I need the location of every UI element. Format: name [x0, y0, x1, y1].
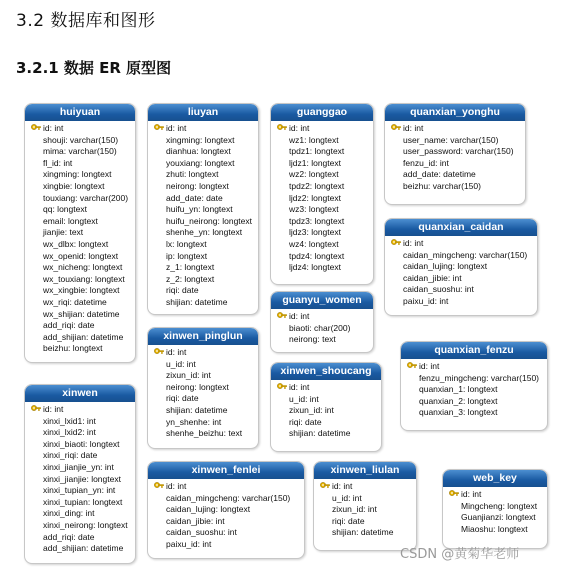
entity-field: xinxi_jianjie_yn: int [43, 461, 114, 472]
entity-field: wx_nicheng: longtext [43, 262, 123, 273]
entity-field: ljdz3: longtext [289, 227, 341, 238]
key-icon [391, 124, 401, 133]
entity-field: Guanjianzi: longtext [461, 512, 536, 523]
key-icon [277, 312, 287, 321]
primary-key-field: id: int [154, 123, 252, 135]
entity-field: xingming: longtext [166, 134, 235, 145]
entity-field: dianhua: longtext [166, 146, 231, 157]
entity-field: u_id: int [166, 358, 196, 369]
entity-field: xinxi_lxid1: int [43, 415, 96, 426]
key-icon [154, 482, 164, 491]
subsection-heading: 3.2.1 数据 ER 原型图 [16, 59, 172, 77]
entity-field: u_id: int [289, 393, 319, 404]
entity-field: shijian: datetime [166, 296, 228, 307]
entity-field: tpdz1: longtext [289, 146, 345, 157]
key-icon [320, 482, 330, 491]
entity-title: liuyan [148, 104, 258, 121]
entity-xinwen-fenlei [147, 461, 305, 559]
entity-field: fenzu_id: int [403, 157, 449, 168]
entity-title: huiyuan [25, 104, 135, 121]
entity-field: riqi: date [289, 416, 322, 427]
entity-field: wz2: longtext [289, 169, 339, 180]
key-icon [449, 490, 459, 499]
entity-field: neirong: longtext [166, 381, 229, 392]
entity-title: quanxian_caidan [385, 219, 537, 236]
entity-field: add_riqi: date [43, 531, 95, 542]
entity-field: fl_id: int [43, 157, 73, 168]
entity-field: add_shijian: datetime [43, 331, 124, 342]
entity-field: xinxi_lxid2: int [43, 427, 96, 438]
entity-huiyuan [24, 103, 136, 363]
entity-field: beizhu: varchar(150) [403, 180, 481, 191]
entity-field: quanxian_2: longtext [419, 395, 498, 406]
entity-field: Mingcheng: longtext [461, 500, 538, 511]
entity-quanxian-yonghu [384, 103, 526, 205]
entity-xinwen-liulan [313, 461, 417, 551]
entity-field: touxiang: varchar(200) [43, 192, 129, 203]
entity-field: user_name: varchar(150) [403, 134, 499, 145]
entity-field: ljdz1: longtext [289, 157, 341, 168]
entity-field: xinxi_ding: int [43, 508, 95, 519]
entity-field: shouji: varchar(150) [43, 134, 119, 145]
entity-field: mima: varchar(150) [43, 146, 117, 157]
primary-key-field: id: int [31, 123, 129, 135]
entity-field: ljdz4: longtext [289, 262, 341, 273]
entity-title: xinwen_pinglun [148, 328, 258, 345]
entity-field: yn_shenhe: int [166, 416, 222, 427]
primary-key-field: id: int [449, 489, 541, 501]
entity-field: u_id: int [332, 492, 362, 503]
entity-field: wx_riqi: datetime [43, 296, 107, 307]
entity-field: xinxi_tupian: longtext [43, 496, 123, 507]
entity-field: shijian: datetime [332, 527, 394, 538]
entity-field: xingbie: longtext [43, 180, 105, 191]
entity-field: quanxian_3: longtext [419, 407, 498, 418]
primary-key-field: id: int [391, 123, 519, 135]
key-icon [154, 348, 164, 357]
entity-title: web_key [443, 470, 547, 487]
entity-field: lx: longtext [166, 238, 207, 249]
entity-field: qq: longtext [43, 204, 87, 215]
entity-field: zixun_id: int [166, 370, 211, 381]
entity-web-key [442, 469, 548, 549]
entity-field: user_password: varchar(150) [403, 146, 514, 157]
entity-field: z_1: longtext [166, 262, 215, 273]
entity-field: caidan_suoshu: int [403, 284, 474, 295]
primary-key-field: id: int [277, 123, 367, 135]
entity-liuyan [147, 103, 259, 315]
entity-field: add_shijian: datetime [43, 543, 124, 554]
entity-field: shijian: datetime [166, 404, 228, 415]
entity-field: youxiang: longtext [166, 157, 235, 168]
entity-title: xinwen_liulan [314, 462, 416, 479]
entity-field: xinxi_riqi: date [43, 450, 98, 461]
entity-field: tpdz2: longtext [289, 180, 345, 191]
entity-field: fenzu_mingcheng: varchar(150) [419, 372, 540, 383]
entity-field: tpdz3: longtext [289, 215, 345, 226]
section-heading: 3.2 数据库和图形 [16, 11, 156, 31]
entity-field: tpdz4: longtext [289, 250, 345, 261]
entity-field: ip: longtext [166, 250, 208, 261]
watermark: CSDN @黄菊华老师 [400, 547, 520, 562]
entity-field: email: longtext [43, 215, 98, 226]
entity-quanxian-caidan [384, 218, 538, 316]
entity-field: wz3: longtext [289, 204, 339, 215]
primary-key-field: id: int [277, 311, 367, 323]
entity-field: wz1: longtext [289, 134, 339, 145]
primary-key-field: id: int [320, 481, 410, 493]
entity-field: wx_dlbx: longtext [43, 238, 109, 249]
entity-field: riqi: date [166, 285, 199, 296]
entity-field: add_riqi: date [43, 320, 95, 331]
entity-field: beizhu: longtext [43, 343, 103, 354]
primary-key-field: id: int [154, 481, 298, 493]
entity-title: xinwen_fenlei [148, 462, 304, 479]
entity-field: riqi: date [332, 515, 365, 526]
entity-field: caidan_mingcheng: varchar(150) [403, 249, 528, 260]
entity-field: caidan_jibie: int [166, 515, 225, 526]
key-icon [154, 124, 164, 133]
entity-field: neirong: longtext [166, 180, 229, 191]
entity-field: riqi: date [166, 393, 199, 404]
entity-field: quanxian_1: longtext [419, 384, 498, 395]
entity-field: huifu_yn: longtext [166, 204, 233, 215]
entity-title: xinwen_shoucang [271, 363, 381, 380]
entity-xinwen-shoucang [270, 362, 382, 452]
key-icon [391, 239, 401, 248]
entity-guanggao [270, 103, 374, 285]
entity-field: wx_shijian: datetime [43, 308, 120, 319]
entity-title: xinwen [25, 385, 135, 402]
entity-field: huifu_neirong: longtext [166, 215, 253, 226]
entity-field: Miaoshu: longtext [461, 523, 528, 534]
entity-field: zixun_id: int [332, 504, 377, 515]
entity-xinwen [24, 384, 136, 564]
entity-title: quanxian_fenzu [401, 342, 547, 359]
entity-field: caidan_lujing: longtext [403, 261, 488, 272]
entity-guanyu-women [270, 291, 374, 353]
entity-field: biaoti: char(200) [289, 322, 351, 333]
entity-field: wz4: longtext [289, 238, 339, 249]
key-icon [31, 124, 41, 133]
entity-xinwen-pinglun [147, 327, 259, 449]
entity-field: caidan_mingcheng: varchar(150) [166, 492, 291, 503]
entity-field: xinxi_tupian_yn: int [43, 485, 116, 496]
entity-field: wx_openid: longtext [43, 250, 119, 261]
key-icon [31, 405, 41, 414]
primary-key-field: id: int [277, 382, 375, 394]
entity-field: paixu_id: int [166, 538, 212, 549]
entity-field: xingming: longtext [43, 169, 112, 180]
entity-field: shijian: datetime [289, 428, 351, 439]
entity-field: caidan_jibie: int [403, 272, 462, 283]
entity-quanxian-fenzu [400, 341, 548, 431]
entity-field: shenhe_beizhu: text [166, 428, 243, 439]
entity-field: paixu_id: int [403, 295, 449, 306]
entity-field: jianjie: text [43, 227, 84, 238]
entity-field: xinxi_biaoti: longtext [43, 438, 120, 449]
primary-key-field: id: int [31, 404, 129, 416]
entity-field: xinxi_jianjie: longtext [43, 473, 121, 484]
entity-field: zixun_id: int [289, 405, 334, 416]
key-icon [277, 124, 287, 133]
entity-field: add_date: date [166, 192, 223, 203]
primary-key-field: id: int [391, 238, 531, 250]
entity-field: add_date: datetime [403, 169, 476, 180]
entity-field: caidan_suoshu: int [166, 527, 237, 538]
entity-title: quanxian_yonghu [385, 104, 525, 121]
entity-field: neirong: text [289, 334, 336, 345]
entity-field: wx_xingbie: longtext [43, 285, 120, 296]
key-icon [407, 362, 417, 371]
entity-field: xinxi_neirong: longtext [43, 519, 128, 530]
key-icon [277, 383, 287, 392]
entity-field: shenhe_yn: longtext [166, 227, 243, 238]
entity-field: ljdz2: longtext [289, 192, 341, 203]
entity-field: zhuti: longtext [166, 169, 219, 180]
entity-title: guanyu_women [271, 292, 373, 309]
entity-field: caidan_lujing: longtext [166, 504, 251, 515]
primary-key-field: id: int [154, 347, 252, 359]
entity-title: guanggao [271, 104, 373, 121]
entity-field: wx_touxiang: longtext [43, 273, 125, 284]
primary-key-field: id: int [407, 361, 541, 373]
entity-field: z_2: longtext [166, 273, 215, 284]
